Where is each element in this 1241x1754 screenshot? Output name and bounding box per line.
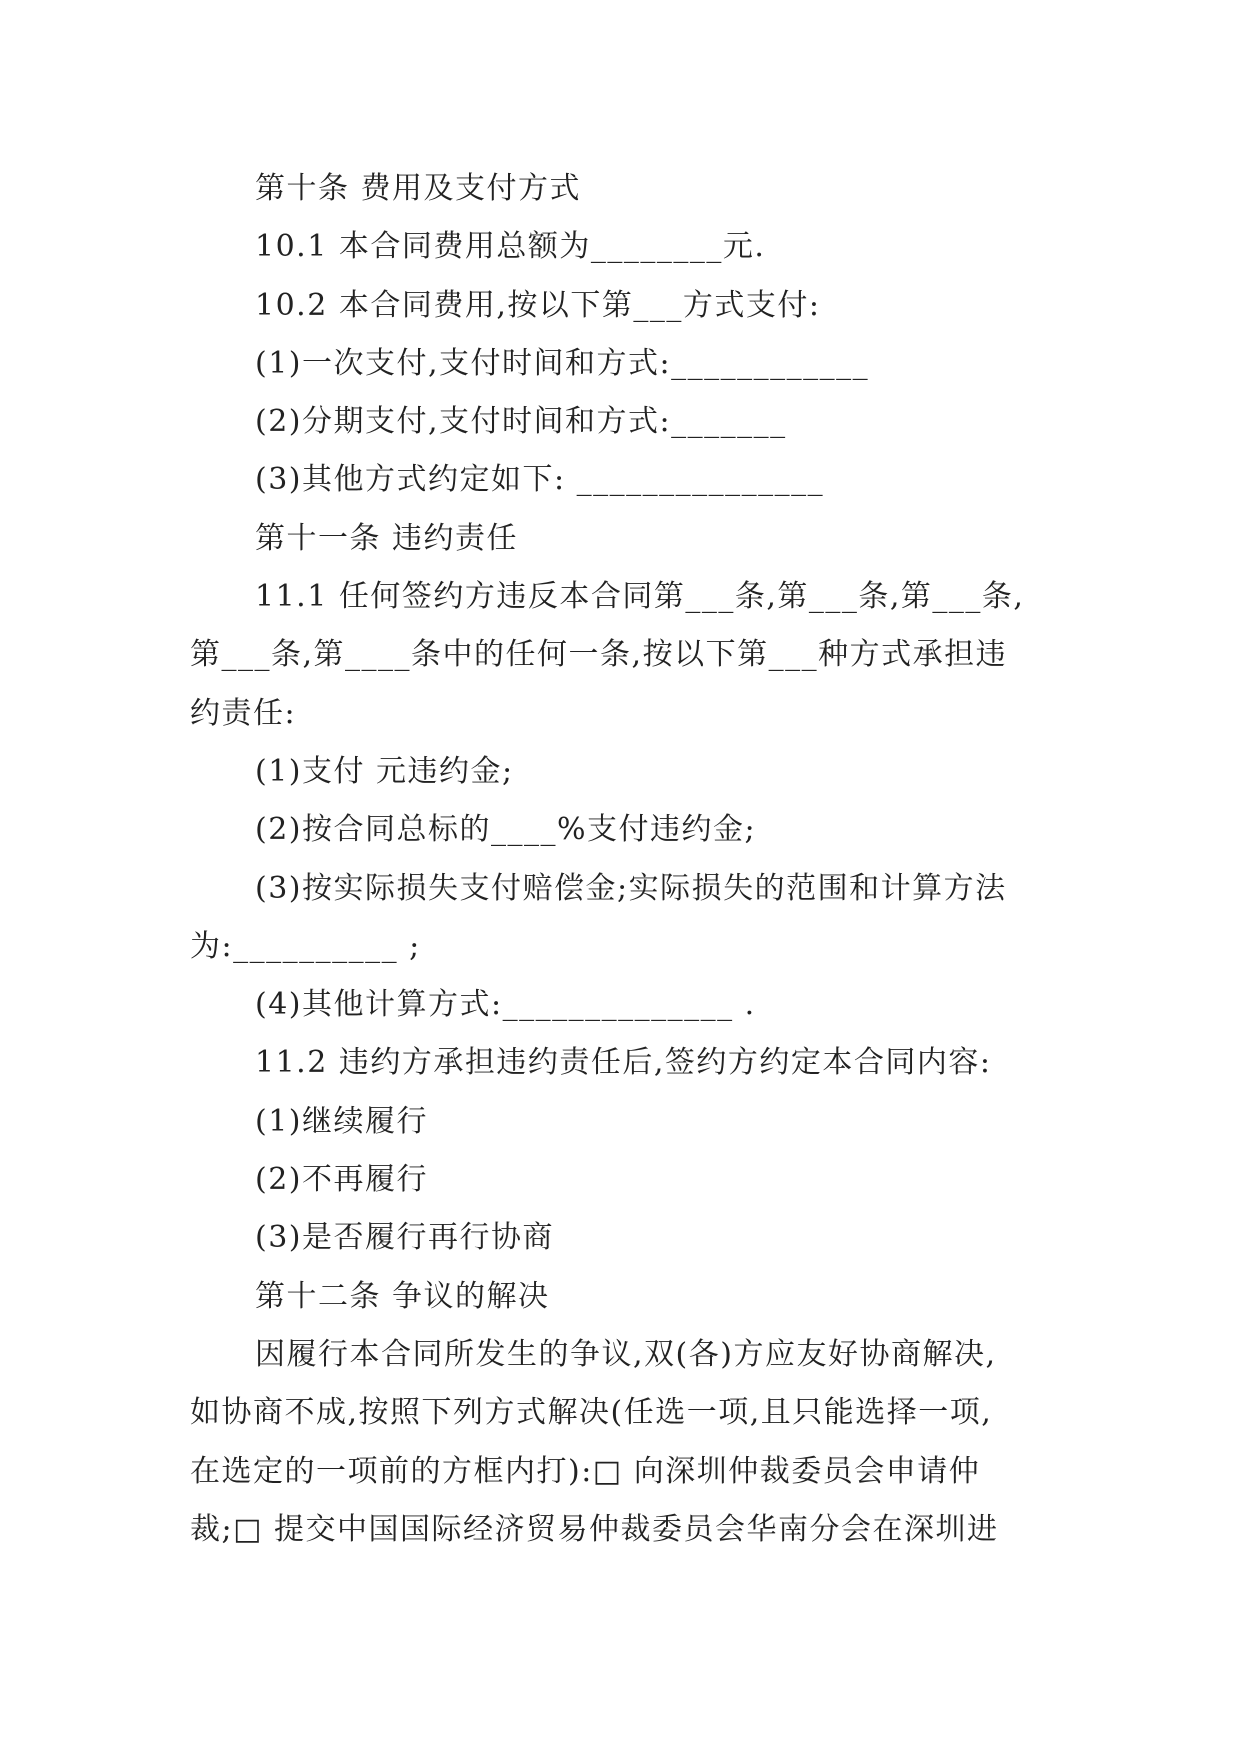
dispute-paragraph-line-1: 因履行本合同所发生的争议,双(各)方应友好协商解决, [255,1336,997,1372]
payment-option-2: (2)分期支付,支付时间和方式:_______ [255,404,787,440]
dispute-paragraph-line-3: 在选定的一项前的方框内打):□ 向深圳仲裁委员会申请仲 [190,1453,981,1489]
section-heading-12: 第十二条 争议的解决 [255,1278,550,1314]
clause-10-2: 10.2 本合同费用,按以下第___方式支付: [255,287,821,323]
penalty-option-1: (1)支付 元违约金; [255,753,514,789]
section-heading-10: 第十条 费用及支付方式 [255,171,582,206]
section-heading-11: 第十一条 违约责任 [255,520,519,556]
penalty-option-4: (4)其他计算方式:______________ . [255,987,756,1023]
clause-10-1: 10.1 本合同费用总额为________元. [255,229,766,265]
penalty-option-3-line-2: 为:__________ ; [190,928,421,964]
dispute-paragraph-line-4: 裁;□ 提交中国国际经济贸易仲裁委员会华南分会在深圳进 [190,1511,999,1547]
clause-11-2: 11.2 违约方承担违约责任后,签约方约定本合同内容: [255,1045,992,1081]
payment-option-3: (3)其他方式约定如下: _______________ [255,462,825,498]
clause-11-1-line-3: 约责任: [190,695,297,731]
dispute-paragraph-line-2: 如协商不成,按照下列方式解决(任选一项,且只能选择一项, [190,1395,993,1431]
document-body [190,160,1060,1559]
clause-11-1-line-1: 11.1 任何签约方违反本合同第___条,第___条,第___条, [255,579,1025,615]
payment-option-1: (1)一次支付,支付时间和方式:____________ [255,345,870,381]
continuation-option-3: (3)是否履行再行协商 [255,1220,554,1256]
clause-11-1-line-2: 第___条,第____条中的任何一条,按以下第___种方式承担违 [190,637,1008,673]
penalty-option-3-line-1: (3)按实际损失支付赔偿金;实际损失的范围和计算方法 [255,870,1007,906]
continuation-option-2: (2)不再履行 [255,1162,428,1198]
penalty-option-2: (2)按合同总标的____%支付违约金; [255,812,757,848]
continuation-option-1: (1)继续履行 [255,1103,428,1139]
